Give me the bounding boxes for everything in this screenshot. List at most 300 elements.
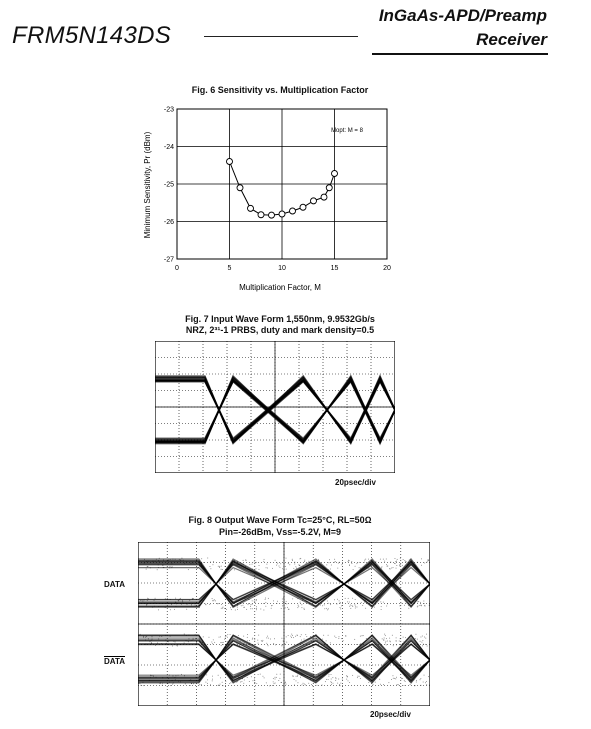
fig8-noise-dot: [219, 566, 220, 567]
fig8-noise-dot: [264, 559, 265, 560]
fig8-noise-dot: [154, 602, 155, 603]
fig8-noise-dot: [234, 606, 235, 607]
fig8-noise-dot: [252, 604, 253, 605]
fig8-noise-dot: [308, 561, 309, 562]
fig8-noise-dot: [199, 607, 200, 608]
fig8-noise-dot: [326, 564, 327, 565]
fig8-noise-dot: [211, 641, 212, 642]
fig8-noise-dot: [222, 682, 223, 683]
fig8-noise-dot: [393, 645, 394, 646]
fig8-noise-dot: [404, 675, 405, 676]
fig8-noise-dot: [165, 598, 166, 599]
fig8-noise-dot: [238, 564, 239, 565]
fig8-noise-dot: [152, 607, 153, 608]
fig8-noise-dot: [286, 569, 287, 570]
fig8-noise-dot: [384, 637, 385, 638]
fig8-noise-dot: [341, 564, 342, 565]
fig8-noise-dot: [224, 566, 225, 567]
fig8-noise-dot: [349, 565, 350, 566]
fig8-noise-dot: [175, 675, 176, 676]
fig8-noise-dot: [288, 563, 289, 564]
fig8-noise-dot: [377, 676, 378, 677]
fig8-noise-dot: [252, 680, 253, 681]
fig8-noise-dot: [301, 684, 302, 685]
fig8-noise-dot: [331, 684, 332, 685]
fig8-noise-dot: [219, 567, 220, 568]
fig8-title-line2: Pin=-26dBm, Vss=-5.2V, M=9: [219, 527, 341, 537]
fig8-noise-dot: [245, 674, 246, 675]
fig8-noise-dot: [425, 638, 426, 639]
fig8-noise-dot: [265, 602, 266, 603]
fig8-noise-dot: [417, 639, 418, 640]
fig8-noise-dot: [385, 635, 386, 636]
fig8-noise-dot: [388, 682, 389, 683]
fig8-noise-dot: [212, 680, 213, 681]
fig8-noise-dot: [222, 569, 223, 570]
fig8-noise-dot: [286, 558, 287, 559]
fig8-noise-dot: [222, 608, 223, 609]
fig8-noise-dot: [252, 608, 253, 609]
fig8-noise-dot: [175, 641, 176, 642]
fig8-noise-dot: [210, 684, 211, 685]
fig8-noise-dot: [256, 599, 257, 600]
fig8-noise-dot: [408, 605, 409, 606]
fig8-noise-dot: [347, 601, 348, 602]
fig8-noise-dot: [266, 567, 267, 568]
fig8-noise-dot: [339, 607, 340, 608]
fig8-noise-dot: [328, 679, 329, 680]
fig8-noise-dot: [154, 600, 155, 601]
fig8-noise-dot: [337, 599, 338, 600]
fig8-noise-dot: [220, 677, 221, 678]
fig8-noise-dot: [300, 636, 301, 637]
fig8-noise-dot: [199, 640, 200, 641]
fig8-noise-dot: [198, 679, 199, 680]
fig8-noise-dot: [318, 559, 319, 560]
fig8-noise-dot: [237, 639, 238, 640]
fig8-noise-dot: [297, 598, 298, 599]
fig8-noise-dot: [186, 609, 187, 610]
fig8-noise-dot: [340, 683, 341, 684]
fig8-noise-dot: [409, 681, 410, 682]
fig8-noise-dot: [159, 636, 160, 637]
fig8-noise-dot: [423, 601, 424, 602]
fig8-noise-dot: [345, 598, 346, 599]
fig8-noise-dot: [197, 674, 198, 675]
fig8-noise-dot: [243, 607, 244, 608]
fig8-noise-dot: [249, 643, 250, 644]
fig8-noise-dot: [316, 634, 317, 635]
fig8-noise-dot: [399, 640, 400, 641]
fig8-noise-dot: [427, 646, 428, 647]
fig8-noise-dot: [221, 566, 222, 567]
fig8-noise-dot: [325, 598, 326, 599]
fig8-noise-dot: [237, 609, 238, 610]
fig8-noise-dot: [276, 674, 277, 675]
fig8-noise-dot: [380, 684, 381, 685]
fig8-noise-dot: [290, 636, 291, 637]
fig8-noise-dot: [304, 561, 305, 562]
fig8-noise-dot: [375, 601, 376, 602]
fig8-noise-dot: [147, 600, 148, 601]
fig8-noise-dot: [421, 565, 422, 566]
fig8-noise-dot: [275, 683, 276, 684]
fig8-noise-dot: [295, 680, 296, 681]
fig8-noise-dot: [286, 601, 287, 602]
fig8-noise-dot: [243, 560, 244, 561]
fig8-noise-dot: [147, 598, 148, 599]
fig8-noise-dot: [246, 609, 247, 610]
fig8-noise-dot: [231, 645, 232, 646]
fig8-noise-dot: [264, 677, 265, 678]
fig8-noise-dot: [417, 562, 418, 563]
fig8-noise-dot: [241, 563, 242, 564]
fig8-noise-dot: [421, 642, 422, 643]
fig8-noise-dot: [178, 675, 179, 676]
fig8-noise-dot: [238, 635, 239, 636]
fig8-noise-dot: [250, 608, 251, 609]
fig8-noise-dot: [254, 678, 255, 679]
fig8-noise-dot: [354, 604, 355, 605]
fig8-noise-dot: [167, 683, 168, 684]
fig8-noise-dot: [385, 641, 386, 642]
fig8-noise-dot: [323, 635, 324, 636]
fig8-noise-dot: [394, 558, 395, 559]
fig8-noise-dot: [220, 642, 221, 643]
fig8-noise-dot: [219, 637, 220, 638]
fig8-noise-dot: [252, 645, 253, 646]
fig8-noise-dot: [288, 635, 289, 636]
fig8-noise-dot: [218, 675, 219, 676]
fig8-noise-dot: [156, 559, 157, 560]
fig8-noise-dot: [242, 605, 243, 606]
fig8-noise-dot: [386, 564, 387, 565]
fig8-noise-dot: [196, 559, 197, 560]
fig8-noise-dot: [232, 560, 233, 561]
fig8-noise-dot: [386, 644, 387, 645]
fig8-noise-dot: [190, 563, 191, 564]
fig8-noise-dot: [328, 635, 329, 636]
fig8-noise-dot: [408, 679, 409, 680]
fig8-noise-dot: [225, 636, 226, 637]
fig8-noise-dot: [212, 679, 213, 680]
fig8-noise-dot: [240, 682, 241, 683]
fig8-noise-dot: [234, 560, 235, 561]
fig8-noise-dot: [337, 683, 338, 684]
fig8-noise-dot: [254, 601, 255, 602]
fig8-noise-dot: [146, 636, 147, 637]
fig8-noise-dot: [243, 683, 244, 684]
fig8-noise-dot: [404, 680, 405, 681]
fig8-noise-dot: [353, 569, 354, 570]
fig8-noise-dot: [330, 642, 331, 643]
fig8-noise-dot: [281, 608, 282, 609]
fig8-noise-dot: [409, 645, 410, 646]
fig8-noise-dot: [365, 599, 366, 600]
fig8-noise-dot: [172, 675, 173, 676]
fig8-noise-dot: [162, 677, 163, 678]
fig8-noise-dot: [184, 643, 185, 644]
fig8-noise-dot: [230, 634, 231, 635]
fig8-noise-dot: [189, 600, 190, 601]
fig8-noise-dot: [281, 638, 282, 639]
fig8-noise-dot: [296, 676, 297, 677]
fig8-noise-dot: [360, 568, 361, 569]
fig8-noise-dot: [340, 602, 341, 603]
fig8-noise-dot: [408, 641, 409, 642]
fig8-noise-dot: [196, 643, 197, 644]
fig8-noise-dot: [142, 682, 143, 683]
fig8-noise-dot: [299, 565, 300, 566]
fig8-noise-dot: [369, 674, 370, 675]
fig8-noise-dot: [343, 640, 344, 641]
fig8-noise-dot: [189, 680, 190, 681]
fig8-noise-dot: [296, 568, 297, 569]
fig8-noise-dot: [288, 609, 289, 610]
fig8-noise-dot: [273, 681, 274, 682]
fig8-noise-dot: [311, 684, 312, 685]
fig8-noise-dot: [221, 645, 222, 646]
fig8-noise-dot: [263, 609, 264, 610]
fig8-noise-dot: [311, 564, 312, 565]
fig8-noise-dot: [373, 644, 374, 645]
fig8-noise-dot: [265, 606, 266, 607]
fig8-noise-dot: [174, 677, 175, 678]
fig8-noise-dot: [421, 558, 422, 559]
fig8-noise-dot: [327, 609, 328, 610]
fig8-noise-dot: [357, 603, 358, 604]
fig8-noise-dot: [297, 676, 298, 677]
fig8-noise-dot: [184, 634, 185, 635]
fig8-noise-dot: [182, 600, 183, 601]
fig8-noise-dot: [304, 639, 305, 640]
fig8-noise-dot: [375, 682, 376, 683]
fig8-noise-dot: [409, 604, 410, 605]
fig8-noise-dot: [146, 569, 147, 570]
fig8-noise-dot: [207, 679, 208, 680]
fig8-noise-dot: [386, 559, 387, 560]
fig8-title-line1: Fig. 8 Output Wave Form Tc=25°C, RL=50Ω: [188, 515, 372, 525]
fig8-noise-dot: [145, 644, 146, 645]
fig8-noise-dot: [254, 682, 255, 683]
fig8-noise-dot: [313, 675, 314, 676]
fig8-noise-dot: [230, 567, 231, 568]
fig8-noise-dot: [221, 604, 222, 605]
fig8-noise-dot: [236, 682, 237, 683]
fig8-noise-dot: [328, 674, 329, 675]
fig8-noise-dot: [318, 563, 319, 564]
fig8-noise-dot: [275, 560, 276, 561]
fig8-noise-dot: [352, 598, 353, 599]
fig8-noise-dot: [410, 559, 411, 560]
fig8-noise-dot: [148, 638, 149, 639]
fig6-x-axis-label: Multiplication Factor, M: [239, 283, 321, 292]
fig8-noise-dot: [300, 677, 301, 678]
fig8-noise-dot: [286, 636, 287, 637]
fig8-noise-dot: [404, 685, 405, 686]
fig8-noise-dot: [348, 644, 349, 645]
fig8-noise-dot: [295, 636, 296, 637]
fig8-noise-dot: [212, 643, 213, 644]
fig8-noise-dot: [231, 609, 232, 610]
fig8-noise-dot: [355, 566, 356, 567]
fig8-noise-dot: [354, 639, 355, 640]
fig8-noise-dot: [148, 561, 149, 562]
fig6-x-tick-label: 15: [330, 265, 339, 272]
fig8-noise-dot: [172, 566, 173, 567]
fig8-noise-dot: [203, 562, 204, 563]
fig8-noise-dot: [321, 599, 322, 600]
fig8-noise-dot: [304, 683, 305, 684]
fig8-noise-dot: [180, 644, 181, 645]
fig8-noise-dot: [282, 598, 283, 599]
fig8-noise-dot: [355, 606, 356, 607]
fig8-noise-dot: [314, 682, 315, 683]
fig8-noise-dot: [397, 684, 398, 685]
fig8-noise-dot: [338, 638, 339, 639]
fig8-noise-dot: [413, 599, 414, 600]
fig8-noise-dot: [199, 684, 200, 685]
fig8-noise-dot: [140, 634, 141, 635]
fig8-noise-dot: [332, 677, 333, 678]
fig8-noise-dot: [193, 563, 194, 564]
fig8-noise-dot: [363, 635, 364, 636]
fig8-noise-dot: [149, 680, 150, 681]
fig8-noise-dot: [425, 644, 426, 645]
fig8-noise-dot: [276, 562, 277, 563]
fig8-noise-dot: [373, 684, 374, 685]
fig8-noise-dot: [281, 682, 282, 683]
fig8-noise-dot: [177, 645, 178, 646]
fig8-noise-dot: [168, 641, 169, 642]
fig8-noise-dot: [187, 604, 188, 605]
fig8-noise-dot: [263, 603, 264, 604]
fig8-noise-dot: [379, 679, 380, 680]
fig8-noise-dot: [267, 636, 268, 637]
fig8-noise-dot: [383, 602, 384, 603]
fig8-noise-dot: [384, 634, 385, 635]
fig8-noise-dot: [374, 642, 375, 643]
fig8-noise-dot: [138, 683, 139, 684]
fig8-noise-dot: [311, 641, 312, 642]
fig8-noise-dot: [169, 675, 170, 676]
fig8-noise-dot: [359, 562, 360, 563]
fig8-noise-dot: [181, 674, 182, 675]
fig8-noise-dot: [222, 642, 223, 643]
fig8-noise-dot: [314, 564, 315, 565]
fig8-noise-dot: [336, 678, 337, 679]
fig8-noise-dot: [305, 634, 306, 635]
fig8-noise-dot: [372, 567, 373, 568]
fig8-noise-dot: [285, 682, 286, 683]
fig8-noise-dot: [262, 676, 263, 677]
fig8-noise-dot: [297, 682, 298, 683]
fig8-noise-dot: [331, 565, 332, 566]
fig8-noise-dot: [212, 676, 213, 677]
fig8-noise-dot: [232, 607, 233, 608]
fig8-noise-dot: [352, 605, 353, 606]
fig8-noise-dot: [342, 569, 343, 570]
fig6-x-tick-label: 5: [227, 265, 232, 272]
fig8-noise-dot: [371, 640, 372, 641]
fig8-noise-dot: [415, 565, 416, 566]
fig8-noise-dot: [230, 682, 231, 683]
fig8-noise-dot: [201, 603, 202, 604]
fig8-noise-dot: [258, 674, 259, 675]
fig8-noise-dot: [336, 604, 337, 605]
fig8-noise-dot: [230, 674, 231, 675]
fig8-noise-dot: [255, 568, 256, 569]
fig8-noise-dot: [256, 606, 257, 607]
fig8-noise-dot: [308, 598, 309, 599]
fig8-noise-dot: [162, 685, 163, 686]
fig8-noise-dot: [237, 607, 238, 608]
fig8-noise-dot: [272, 685, 273, 686]
fig8-noise-dot: [415, 643, 416, 644]
fig8-noise-dot: [378, 642, 379, 643]
fig8-noise-dot: [160, 683, 161, 684]
fig8-noise-dot: [203, 636, 204, 637]
fig8-noise-dot: [200, 641, 201, 642]
fig8-noise-dot: [232, 641, 233, 642]
fig8-noise-dot: [201, 675, 202, 676]
fig8-noise-dot: [390, 641, 391, 642]
fig8-noise-dot: [169, 682, 170, 683]
fig8-noise-dot: [150, 675, 151, 676]
fig8-noise-dot: [268, 598, 269, 599]
fig8-noise-dot: [407, 564, 408, 565]
fig8-noise-dot: [254, 639, 255, 640]
fig8-noise-dot: [161, 643, 162, 644]
fig8-noise-dot: [154, 606, 155, 607]
fig8-noise-dot: [342, 679, 343, 680]
fig8-noise-dot: [384, 561, 385, 562]
fig8-noise-dot: [171, 604, 172, 605]
fig8-noise-dot: [422, 640, 423, 641]
fig8-noise-dot: [304, 609, 305, 610]
fig8-noise-dot: [311, 562, 312, 563]
fig8-noise-dot: [368, 568, 369, 569]
fig8-noise-dot: [328, 603, 329, 604]
fig8-noise-dot: [172, 680, 173, 681]
fig8-noise-dot: [405, 561, 406, 562]
fig6-data-point: [290, 208, 296, 214]
fig8-noise-dot: [165, 635, 166, 636]
fig8-noise-dot: [368, 564, 369, 565]
fig8-noise-dot: [246, 560, 247, 561]
fig8-noise-dot: [221, 608, 222, 609]
fig8-noise-dot: [140, 600, 141, 601]
fig8-noise-dot: [392, 675, 393, 676]
fig8-noise-dot: [334, 559, 335, 560]
fig6-title: Fig. 6 Sensitivity vs. Multiplication Factor: [191, 85, 369, 95]
fig6-data-point: [269, 212, 275, 218]
fig8-noise-dot: [362, 605, 363, 606]
fig8-noise-dot: [258, 643, 259, 644]
fig8-noise-dot: [176, 603, 177, 604]
fig8-noise-dot: [202, 600, 203, 601]
fig6-data-point: [227, 159, 233, 165]
fig8-noise-dot: [365, 559, 366, 560]
fig8-noise-dot: [346, 679, 347, 680]
fig8-noise-dot: [428, 559, 429, 560]
fig8-noise-dot: [335, 680, 336, 681]
header-rule: [204, 36, 358, 37]
fig8-noise-dot: [375, 604, 376, 605]
fig8-noise-dot: [238, 677, 239, 678]
fig8-noise-dot: [230, 607, 231, 608]
fig6-x-tick-label: 20: [383, 265, 391, 272]
